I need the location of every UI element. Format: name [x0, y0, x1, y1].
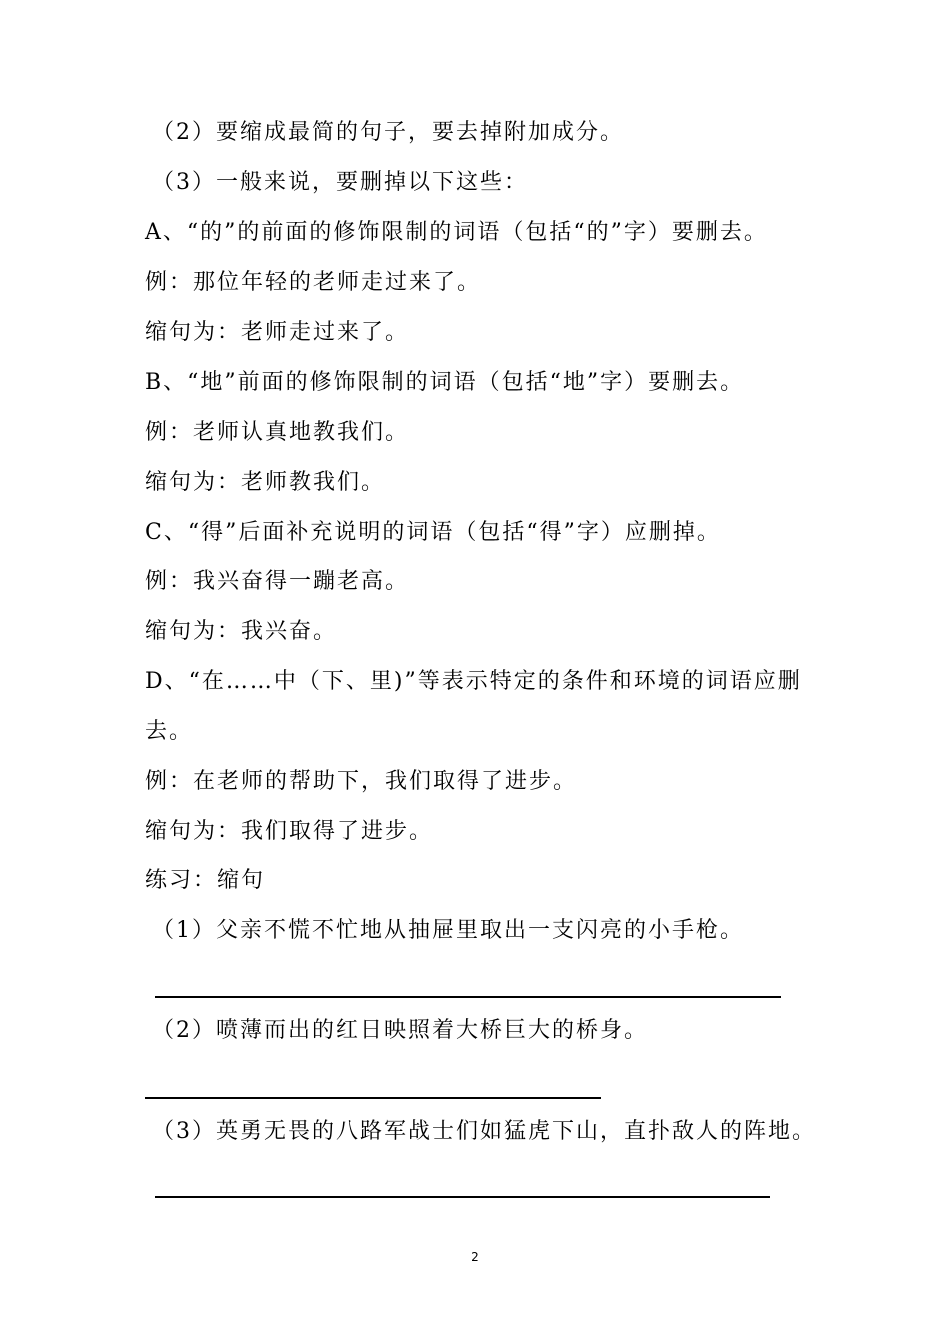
example-line: 例：在老师的帮助下，我们取得了进步。	[145, 769, 578, 794]
exercise-item: （2）喷薄而出的红日映照着大桥巨大的桥身。	[152, 1018, 648, 1043]
example-line: 例：老师认真地教我们。	[145, 420, 410, 445]
rule-c: C、“得”后面补充说明的词语（包括“得”字）应删掉。	[145, 520, 721, 545]
answer-blank[interactable]	[155, 996, 781, 998]
exercise-item: （3）英勇无畏的八路军战士们如猛虎下山，直扑敌人的阵地。	[152, 1119, 816, 1144]
rule-d: D、“在……中（下、里)”等表示特定的条件和环境的词语应删	[145, 669, 802, 694]
rule-b: B、“地”前面的修饰限制的词语（包括“地”字）要删去。	[145, 370, 745, 395]
rule-d-continued: 去。	[145, 719, 194, 744]
exercise-item: （1）父亲不慌不忙地从抽屉里取出一支闪亮的小手枪。	[152, 918, 744, 943]
answer-line: 缩句为：老师教我们。	[145, 470, 386, 495]
example-line: 例：我兴奋得一蹦老高。	[145, 569, 410, 594]
answer-blank[interactable]	[155, 1196, 770, 1198]
page-number: 2	[471, 1250, 479, 1264]
answer-line: 缩句为：老师走过来了。	[145, 320, 410, 345]
rule-a: A、“的”的前面的修饰限制的词语（包括“的”字）要删去。	[145, 220, 768, 245]
exercise-heading: 练习：缩句	[145, 868, 266, 893]
text-line: （3）一般来说，要删掉以下这些：	[152, 170, 528, 195]
answer-blank[interactable]	[145, 1097, 601, 1099]
example-line: 例：那位年轻的老师走过来了。	[145, 270, 482, 295]
text-line: （2）要缩成最简的句子，要去掉附加成分。	[152, 120, 624, 145]
answer-line: 缩句为：我们取得了进步。	[145, 819, 434, 844]
answer-line: 缩句为：我兴奋。	[145, 619, 338, 644]
